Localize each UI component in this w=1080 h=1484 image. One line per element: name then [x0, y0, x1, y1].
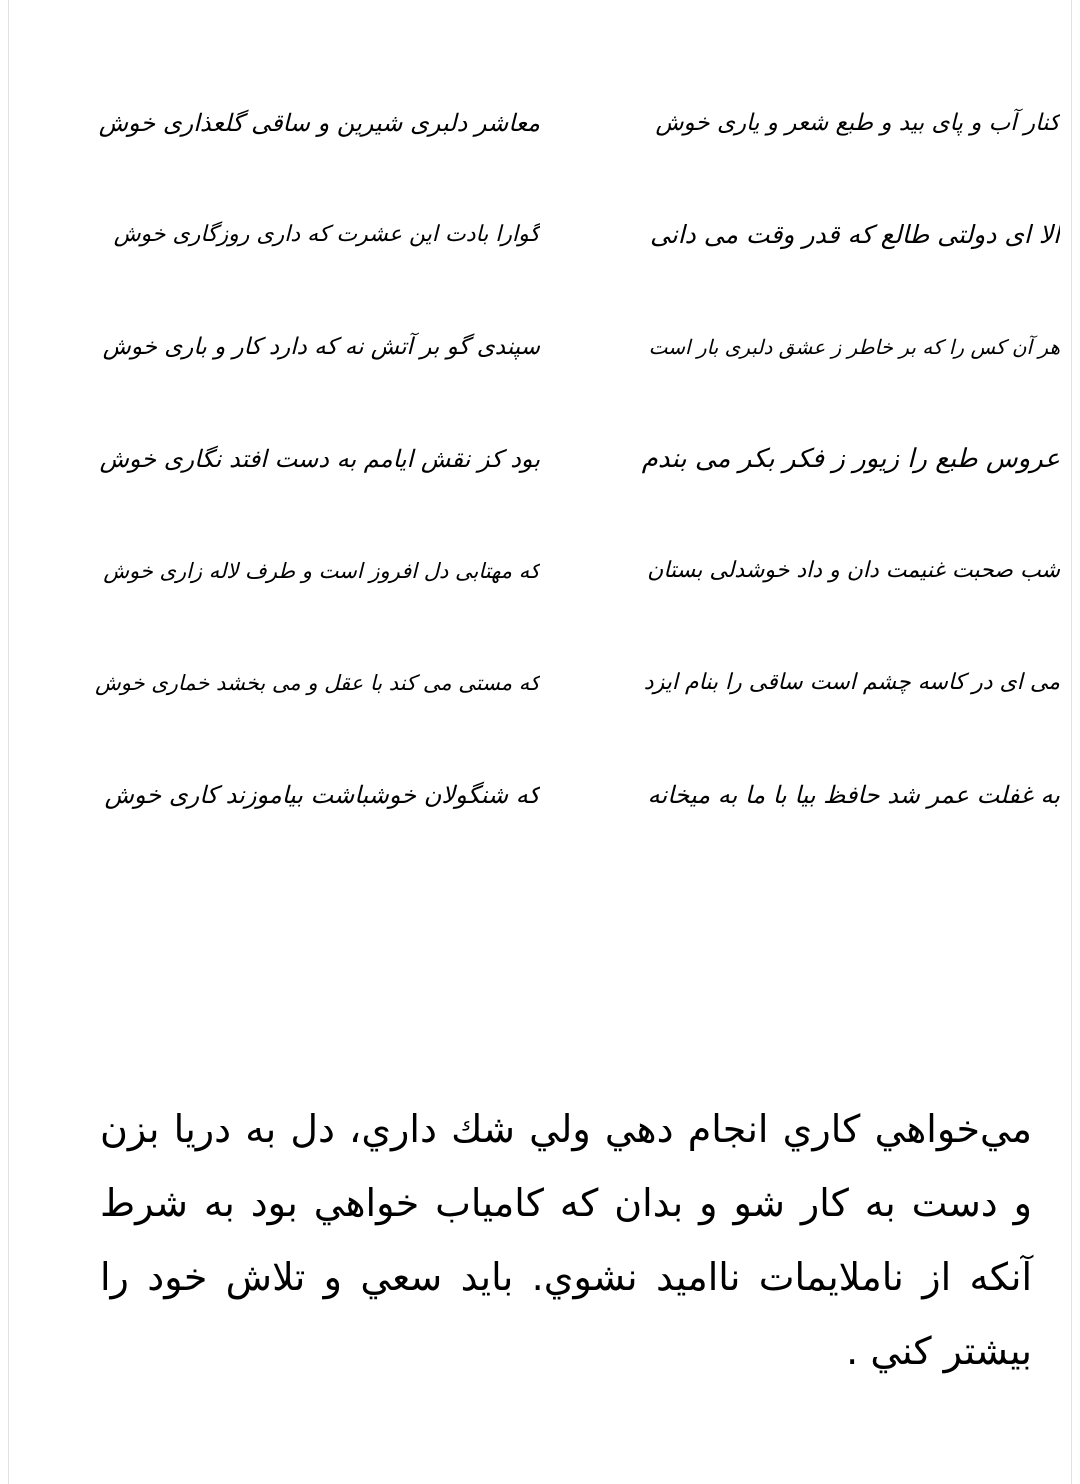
hemistich-first: شب صحبت غنیمت دان و داد خوشدلی بستان — [647, 558, 1060, 583]
hemistich-second: که شنگولان خوشباشت بیاموزند کاری خوش — [104, 781, 540, 809]
hemistich-first: هر آن کس را که بر خاطر ز عشق دلبری بار است — [648, 335, 1060, 359]
couplet — [80, 424, 1060, 536]
poem — [80, 88, 1060, 872]
interpretation-paragraph: مي‌خواهي كاري انجام دهي ولي شك داري، دل به دريا بزن و دست به كار شو و بدان كه كامياب خواهي بود به شرط آنكه از ناملايمات نااميد نشوي. بايد سعي و تلاش خود را بيشتر كني . — [100, 1107, 1032, 1373]
couplet — [80, 312, 1060, 424]
couplet — [80, 536, 1060, 648]
hemistich-second: که مهتابی دل افروز است و طرف لاله زاری خوش — [103, 559, 540, 583]
hemistich-first: عروس طبع را زیور ز فکر بکر می بندم — [641, 444, 1060, 474]
hemistich-second: معاشر دلبری شیرین و ساقی گلعذاری خوش — [98, 109, 540, 137]
hemistich-second: سپندی گو بر آتش نه که دارد کار و باری خوش — [102, 334, 540, 360]
couplet — [80, 648, 1060, 760]
couplet — [80, 88, 1060, 200]
hemistich-first: به غفلت عمر شد حافظ بیا با ما به میخانه — [647, 781, 1060, 809]
hemistich-second: که مستی می کند با عقل و می بخشد خماری خوش — [95, 671, 540, 695]
hemistich-second: گوارا بادت این عشرت که داری روزگاری خوش — [113, 222, 540, 247]
hemistich-second: بود کز نقش ایامم به دست افتد نگاری خوش — [99, 445, 540, 473]
hemistich-first: می ای در کاسه چشم است ساقی را بنام ایزد — [643, 670, 1060, 695]
couplet — [80, 760, 1060, 872]
couplet — [80, 200, 1060, 312]
hemistich-first: کنار آب و پای بید و طبع شعر و یاری خوش — [655, 110, 1060, 136]
hemistich-first: الا ای دولتی طالع که قدر وقت می دانی — [649, 220, 1060, 249]
